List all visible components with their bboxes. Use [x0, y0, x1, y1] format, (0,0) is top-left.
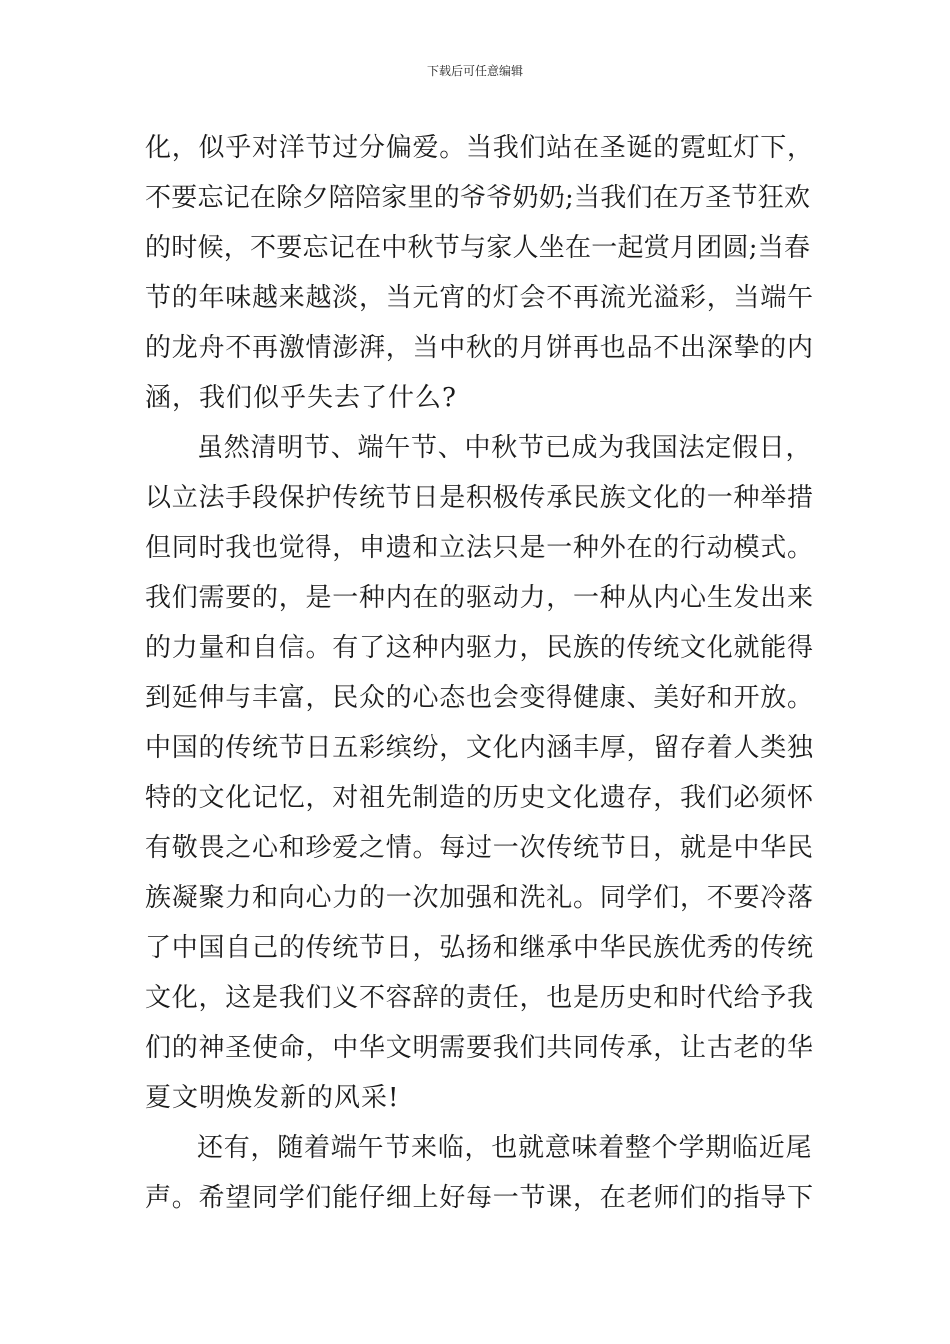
text-line: 涵，我们似乎失去了什么?: [145, 383, 457, 413]
text-line: 到延伸与丰富，民众的心态也会变得健康、美好和开放。: [145, 683, 814, 713]
text-line: 化，似乎对洋节过分偏爱。当我们站在圣诞的霓虹灯下，: [145, 133, 814, 163]
text-line: 虽然清明节、端午节、中秋节已成为我国法定假日，: [197, 433, 813, 463]
page-header: 下载后可任意编辑: [426, 64, 523, 78]
text-line: 夏文明焕发新的风采!: [145, 1083, 400, 1113]
text-line: 的时候，不要忘记在中秋节与家人坐在一起赏月团圆;当春: [145, 233, 811, 263]
text-line: 有敬畏之心和珍爱之情。每过一次传统节日，就是中华民: [145, 833, 814, 863]
text-line: 声。希望同学们能仔细上好每一节课，在老师们的指导下: [145, 1183, 814, 1213]
text-line: 的力量和自信。有了这种内驱力，民族的传统文化就能得: [145, 633, 814, 663]
text-line: 们的神圣使命，中华文明需要我们共同传承，让古老的华: [145, 1033, 814, 1063]
text-line: 族凝聚力和向心力的一次加强和洗礼。同学们，不要冷落: [145, 883, 814, 913]
text-line: 中国的传统节日五彩缤纷，文化内涵丰厚，留存着人类独: [145, 733, 814, 763]
text-line: 特的文化记忆，对祖先制造的历史文化遗存，我们必须怀: [145, 783, 814, 813]
text-line: 以立法手段保护传统节日是积极传承民族文化的一种举措: [145, 483, 814, 513]
text-line: 节的年味越来越淡，当元宵的灯会不再流光溢彩，当端午: [145, 283, 814, 313]
text-line: 文化，这是我们义不容辞的责任，也是历史和时代给予我: [145, 983, 814, 1013]
text-line: 了中国自己的传统节日，弘扬和继承中华民族优秀的传统: [145, 933, 814, 963]
text-line: 的龙舟不再激情澎湃，当中秋的月饼再也品不出深挚的内: [145, 333, 814, 363]
text-line: 还有，随着端午节来临，也就意味着整个学期临近尾: [197, 1133, 813, 1163]
text-line: 不要忘记在除夕陪陪家里的爷爷奶奶;当我们在万圣节狂欢: [145, 183, 811, 213]
text-line: 但同时我也觉得，申遗和立法只是一种外在的行动模式。: [145, 533, 814, 563]
text-line: 我们需要的，是一种内在的驱动力，一种从内心生发出来: [145, 583, 814, 613]
